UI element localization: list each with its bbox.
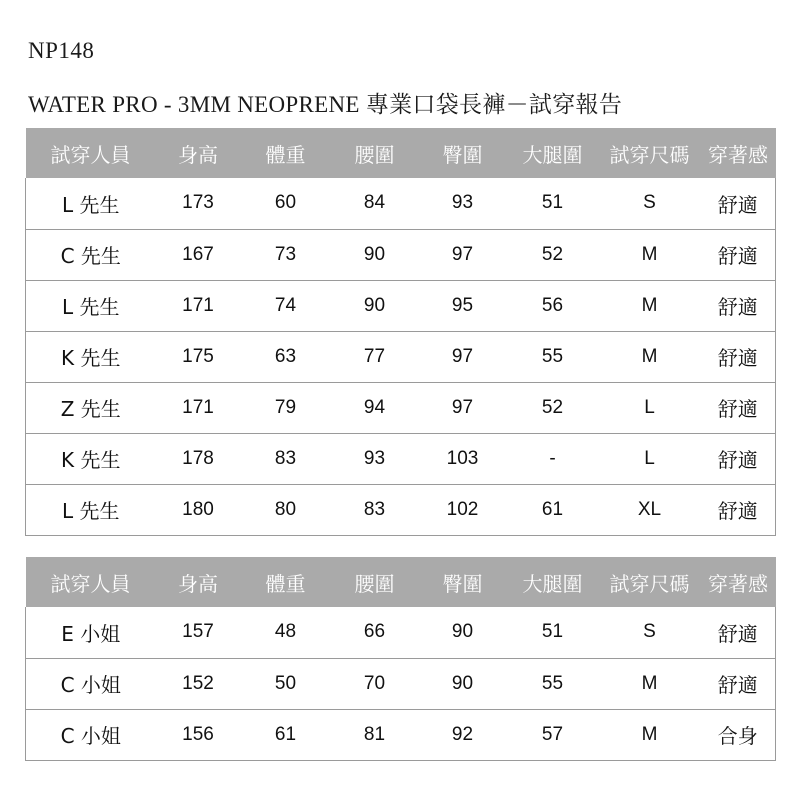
cell-weight: 60: [241, 178, 331, 229]
cell-tester: K 先生: [26, 331, 156, 382]
cell-waist: 66: [331, 607, 419, 658]
cell-tester: L 先生: [26, 280, 156, 331]
cell-waist: 83: [331, 484, 419, 535]
table-row: [26, 607, 776, 658]
cell-hip: 97: [419, 229, 507, 280]
table-row: [26, 178, 776, 229]
header-size: 試穿尺碼: [599, 128, 701, 178]
header-weight: 體重: [241, 128, 331, 178]
header-hip: 臀圍: [419, 557, 507, 607]
cell-height: 175: [156, 331, 241, 382]
table-row: [26, 484, 776, 535]
cell-weight: 63: [241, 331, 331, 382]
header-waist: 腰圍: [331, 557, 419, 607]
cell-hip: 95: [419, 280, 507, 331]
cell-thigh: 52: [507, 382, 599, 433]
cell-waist: 94: [331, 382, 419, 433]
cell-height: 157: [156, 607, 241, 658]
cell-tester: Z 先生: [26, 382, 156, 433]
cell-size: M: [599, 280, 701, 331]
cell-waist: 90: [331, 229, 419, 280]
cell-tester: L 先生: [26, 484, 156, 535]
cell-tester: L 先生: [26, 178, 156, 229]
cell-comfort: 舒適: [701, 178, 776, 229]
cell-size: S: [599, 178, 701, 229]
cell-weight: 80: [241, 484, 331, 535]
header-weight: 體重: [241, 557, 331, 607]
cell-weight: 79: [241, 382, 331, 433]
cell-comfort: 舒適: [701, 229, 776, 280]
cell-comfort: 舒適: [701, 280, 776, 331]
header-thigh: 大腿圍: [507, 557, 599, 607]
cell-hip: 103: [419, 433, 507, 484]
product-code: NP148: [28, 38, 95, 63]
cell-height: 171: [156, 280, 241, 331]
header-thigh: 大腿圍: [507, 128, 599, 178]
cell-tester: C 小姐: [26, 658, 156, 709]
cell-size: XL: [599, 484, 701, 535]
cell-thigh: 51: [507, 607, 599, 658]
cell-thigh: -: [507, 433, 599, 484]
cell-hip: 102: [419, 484, 507, 535]
cell-thigh: 61: [507, 484, 599, 535]
table-header-row: [26, 557, 776, 607]
cell-thigh: 56: [507, 280, 599, 331]
men-fit-table: [25, 128, 776, 536]
header-waist: 腰圍: [331, 128, 419, 178]
cell-weight: 50: [241, 658, 331, 709]
cell-height: 167: [156, 229, 241, 280]
cell-size: M: [599, 658, 701, 709]
cell-hip: 97: [419, 331, 507, 382]
cell-hip: 97: [419, 382, 507, 433]
cell-height: 171: [156, 382, 241, 433]
cell-hip: 92: [419, 709, 507, 760]
cell-hip: 90: [419, 607, 507, 658]
table-row: [26, 709, 776, 760]
cell-tester: C 先生: [26, 229, 156, 280]
cell-weight: 83: [241, 433, 331, 484]
women-fit-table: [25, 557, 776, 761]
cell-comfort: 舒適: [701, 658, 776, 709]
cell-weight: 73: [241, 229, 331, 280]
cell-hip: 90: [419, 658, 507, 709]
cell-thigh: 57: [507, 709, 599, 760]
table-row: [26, 433, 776, 484]
cell-height: 152: [156, 658, 241, 709]
header-tester: 試穿人員: [26, 557, 156, 607]
table-row: [26, 229, 776, 280]
header-comfort: 穿著感: [701, 128, 776, 178]
cell-tester: C 小姐: [26, 709, 156, 760]
cell-thigh: 52: [507, 229, 599, 280]
cell-comfort: 舒適: [701, 382, 776, 433]
cell-waist: 93: [331, 433, 419, 484]
cell-size: S: [599, 607, 701, 658]
cell-comfort: 舒適: [701, 331, 776, 382]
header-size: 試穿尺碼: [599, 557, 701, 607]
cell-size: L: [599, 433, 701, 484]
cell-height: 173: [156, 178, 241, 229]
cell-waist: 84: [331, 178, 419, 229]
cell-waist: 77: [331, 331, 419, 382]
table-row: [26, 382, 776, 433]
header-height: 身高: [156, 557, 241, 607]
cell-waist: 70: [331, 658, 419, 709]
cell-tester: K 先生: [26, 433, 156, 484]
cell-height: 178: [156, 433, 241, 484]
cell-thigh: 51: [507, 178, 599, 229]
header-height: 身高: [156, 128, 241, 178]
cell-weight: 48: [241, 607, 331, 658]
table-header-row: [26, 128, 776, 178]
header-hip: 臀圍: [419, 128, 507, 178]
cell-weight: 74: [241, 280, 331, 331]
cell-comfort: 合身: [701, 709, 776, 760]
cell-size: M: [599, 709, 701, 760]
cell-height: 180: [156, 484, 241, 535]
header-tester: 試穿人員: [26, 128, 156, 178]
cell-height: 156: [156, 709, 241, 760]
table-row: [26, 658, 776, 709]
cell-thigh: 55: [507, 658, 599, 709]
cell-size: M: [599, 229, 701, 280]
cell-tester: E 小姐: [26, 607, 156, 658]
table-row: [26, 331, 776, 382]
cell-thigh: 55: [507, 331, 599, 382]
cell-comfort: 舒適: [701, 607, 776, 658]
cell-hip: 93: [419, 178, 507, 229]
cell-weight: 61: [241, 709, 331, 760]
cell-waist: 81: [331, 709, 419, 760]
cell-size: L: [599, 382, 701, 433]
cell-comfort: 舒適: [701, 484, 776, 535]
cell-size: M: [599, 331, 701, 382]
table-row: [26, 280, 776, 331]
cell-waist: 90: [331, 280, 419, 331]
document-title: WATER PRO - 3MM NEOPRENE 專業口袋長褲－試穿報告: [28, 92, 623, 117]
header-comfort: 穿著感: [701, 557, 776, 607]
cell-comfort: 舒適: [701, 433, 776, 484]
